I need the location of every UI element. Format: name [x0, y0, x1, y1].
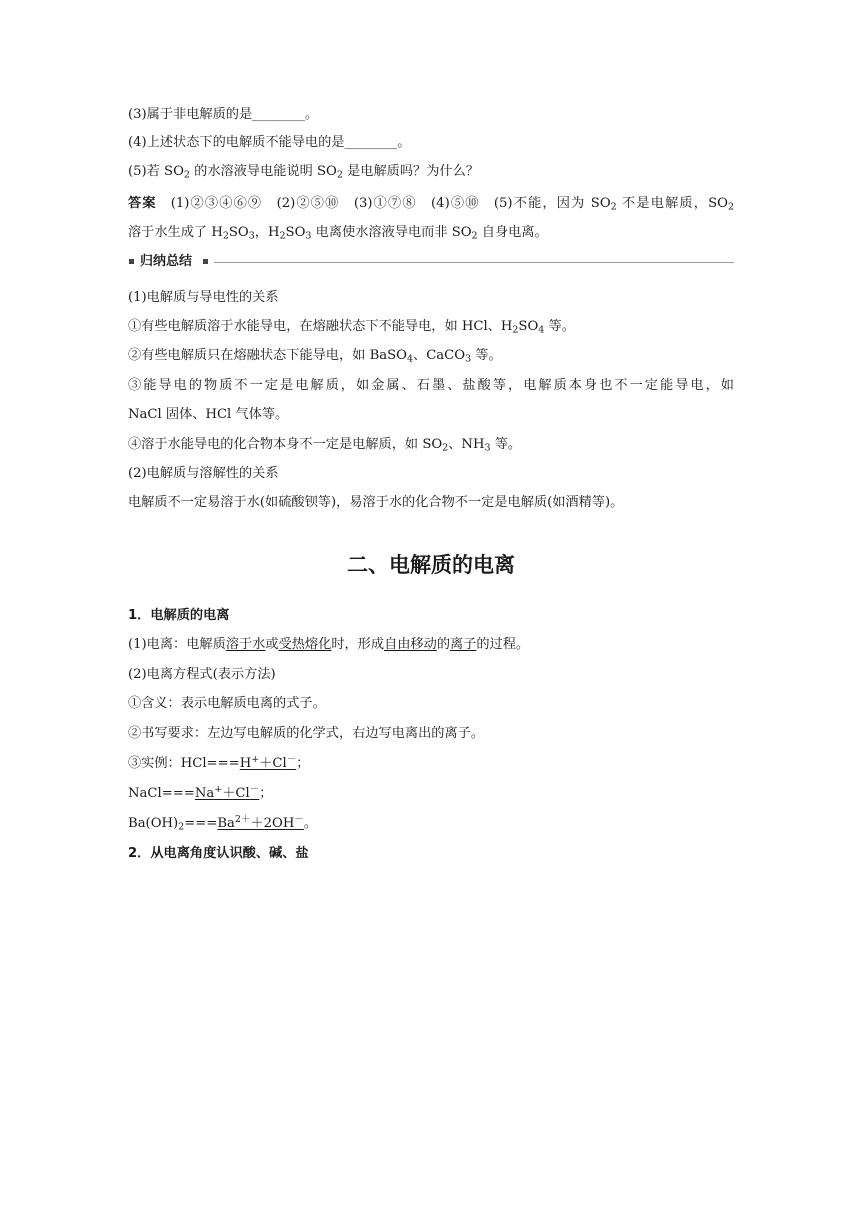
blank-answer: 溶于水 [225, 637, 266, 652]
subscript: 2 [183, 169, 190, 181]
subscript: 2 [471, 230, 478, 242]
text-run: 时，形成 [331, 637, 385, 652]
superscript: － [249, 783, 260, 795]
text-run: 溶于水生成了 H [128, 225, 223, 240]
summary-point-2 [128, 318, 575, 336]
summary-point-5 [128, 436, 521, 454]
question-4 [128, 134, 410, 152]
question-3-text: (3)属于非电解质的是________。 [128, 107, 319, 122]
blank-answer [194, 783, 260, 801]
summary-point-7 [128, 494, 623, 512]
subsection-heading-2 [128, 845, 309, 863]
text-run: (1)电解质与导电性的关系 [128, 290, 279, 305]
text-run: Ba [217, 816, 235, 831]
text-run: 的过程。 [476, 637, 530, 652]
text-run: ④溶于水能导电的化合物本身不一定是电解质，如 SO [128, 437, 443, 452]
text-run: 电解质不一定易溶于水(如硫酸钡等)，易溶于水的化合物不一定是电解质(如酒精等)。 [128, 495, 624, 510]
answer-line-2 [128, 224, 548, 242]
text-run: 2．从电离角度认识酸、碱、盐 [128, 846, 309, 861]
summary-header [128, 253, 734, 271]
text-run: ＋Cl [222, 786, 250, 801]
superscript: － [286, 753, 297, 765]
summary-point-6 [128, 465, 279, 483]
text-run: NaCl=== [128, 786, 195, 801]
text-run: ，H [254, 225, 280, 240]
text-run: 1．电解质的电离 [128, 608, 230, 623]
text-run: SO [285, 225, 306, 240]
blank-answer [239, 753, 297, 771]
blank-answer [217, 813, 304, 831]
text-run: ＋2OH [250, 816, 295, 831]
answer-label: 答案 [128, 196, 157, 211]
subscript: 2 [178, 821, 185, 833]
bullet-square-icon [203, 259, 208, 264]
subscript: 3 [248, 230, 255, 242]
blank-answer: 受热熔化 [278, 637, 332, 652]
superscript: + [251, 753, 260, 765]
text-run: 或 [265, 637, 279, 652]
question-3 [128, 106, 318, 124]
text-run: ②有些电解质只在熔融状态下能导电，如 BaSO [128, 348, 407, 363]
example-hcl [128, 755, 309, 773]
answer-line-1 [128, 195, 734, 213]
text-run: 、NH [448, 437, 485, 452]
meaning-line [128, 695, 326, 713]
text-run: ②书写要求：左边写电解质的化学式，右边写电离出的离子。 [128, 726, 485, 741]
text-run: 电离使水溶液导电而非 SO [311, 225, 472, 240]
writing-rule-line [128, 725, 484, 743]
text-run: 等。 [490, 437, 522, 452]
text-run: ； [296, 756, 310, 771]
text-run: 的 [436, 637, 450, 652]
text-run: SO [518, 319, 539, 334]
divider [214, 262, 734, 263]
subscript: 3 [484, 442, 491, 454]
subscript: 2 [222, 230, 229, 242]
text-run: (2)电离方程式(表示方法) [128, 667, 276, 682]
text-run: 是电解质吗？为什么？ [342, 164, 479, 179]
text-run: ①含义：表示电解质电离的式子。 [128, 696, 326, 711]
question-4-text: (4)上述状态下的电解质不能导电的是________。 [128, 135, 411, 150]
text-run: SO [228, 225, 249, 240]
text-run: ； [259, 786, 273, 801]
subscript: 2 [512, 324, 519, 336]
subscript: 2 [336, 169, 343, 181]
blank-answer: 离子 [450, 637, 477, 652]
subsection-heading-1 [128, 607, 230, 625]
text-run: (1)电离：电解质 [128, 637, 226, 652]
subscript: 3 [465, 353, 472, 365]
definition-ionization [128, 636, 529, 654]
text-run: 等。 [471, 348, 502, 363]
summary-point-4-cont [128, 406, 288, 424]
text-run: (2)电解质与溶解性的关系 [128, 466, 279, 481]
text-run: 的水溶液导电能说明 SO [189, 164, 337, 179]
superscript: 2＋ [234, 813, 251, 825]
text-run: (5)若 SO [128, 164, 184, 179]
question-5 [128, 163, 479, 181]
blank-answer: 自由移动 [384, 637, 437, 652]
text-run: === [184, 816, 218, 831]
subscript: 2 [442, 442, 449, 454]
text-run: H [239, 756, 252, 771]
text-run: Ba(OH) [128, 816, 179, 831]
summary-point-3 [128, 347, 502, 365]
text-run: NaCl 固体、HCl 气体等。 [128, 407, 289, 422]
text-run: ＋Cl [259, 756, 287, 771]
text-run: 、CaCO [413, 348, 466, 363]
text-run: ③能导电的物质不一定是电解质，如金属、石墨、盐酸等，电解质本身也不一定能导电，如 [128, 378, 734, 393]
bullet-square-icon [129, 259, 134, 264]
summary-point-4 [128, 377, 734, 395]
superscript: + [214, 783, 223, 795]
subscript: 3 [305, 230, 312, 242]
equation-heading [128, 666, 276, 684]
text-run: 。 [303, 816, 318, 831]
text-run: (1)②③④⑥⑨ (2)②⑤⑩ (3)①⑦⑧ (4)⑤⑩ (5)不能，因为 SO [170, 196, 611, 211]
subscript: 2 [727, 201, 735, 213]
summary-point-1 [128, 289, 279, 307]
text-run: 自身电离。 [477, 225, 548, 240]
text-run: 不是电解质，SO [616, 196, 728, 211]
text-run: ①有些电解质溶于水能导电，在熔融状态下不能导电，如 HCl、H [128, 319, 513, 334]
subscript: 4 [538, 324, 545, 336]
subscript: 2 [610, 201, 617, 213]
superscript: － [294, 813, 304, 825]
example-baoh2 [128, 815, 317, 833]
summary-title: 归纳总结 [140, 254, 193, 269]
subscript: 4 [406, 353, 414, 365]
subscript: 2 [279, 230, 286, 242]
text-run: 等。 [544, 319, 575, 334]
text-run: ③实例：HCl=== [128, 756, 240, 771]
example-nacl [128, 785, 272, 803]
section-title: 二、电解质的电离 [347, 553, 515, 577]
text-run: Na [194, 786, 215, 801]
